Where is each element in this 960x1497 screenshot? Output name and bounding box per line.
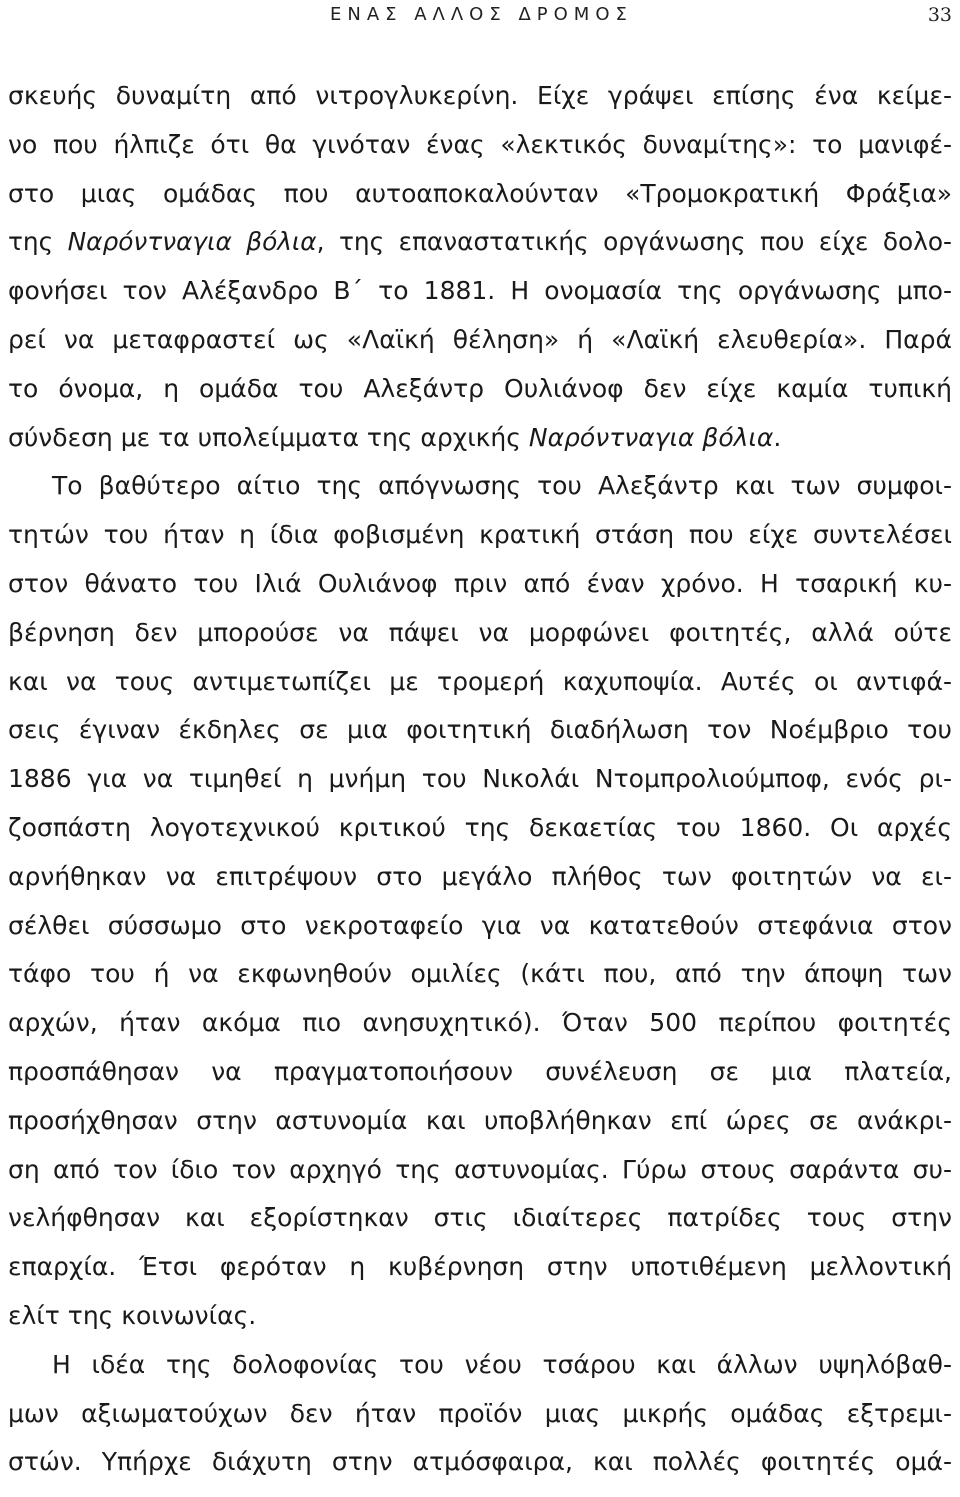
text-line — [8, 804, 952, 853]
text-line — [8, 1097, 952, 1146]
text-segment: . — [773, 422, 782, 452]
text-segment: και να τους αντιμετωπίζει με τρομερή καχυποψία. Αυτές οι αντιφά- — [8, 666, 952, 696]
text-segment: , της επαναστατικής οργάνωσης που είχε δολο- — [316, 227, 952, 257]
running-header — [0, 4, 960, 34]
italic-term: Ναρόντναγια βόλια — [528, 422, 774, 452]
text-line — [8, 1438, 952, 1487]
text-segment: προσπάθησαν να πραγματοποιήσουν συνέλευση σε μια πλατεία, — [8, 1056, 952, 1086]
text-segment: αρχών, ήταν ακόμα πιο ανησυχητικό). Όταν 500 περίπου φοιτητές — [8, 1008, 952, 1038]
page-number: 33 — [927, 4, 952, 26]
text-segment: σεις έγιναν έκδηλες σε μια φοιτητική διαδήλωση τον Νοέμβριο του — [8, 715, 952, 745]
text-line — [8, 609, 952, 658]
text-segment: προσήχθησαν στην αστυνομία και υποβλήθηκαν επί ώρες σε ανάκρι- — [8, 1105, 952, 1135]
text-line — [8, 316, 952, 365]
text-segment: ση από τον ίδιο τον αρχηγό της αστυνομίας. Γύρω στους σαράντα συ- — [8, 1154, 952, 1184]
text-line — [8, 658, 952, 707]
text-segment: μων αξιωματούχων δεν ήταν προϊόν μιας μικρής ομάδας εξτρεμι- — [8, 1398, 952, 1428]
text-line — [8, 1048, 952, 1097]
text-segment: Το βαθύτερο αίτιο της απόγνωσης του Αλεξάντρ και των συμφοι- — [52, 471, 952, 501]
text-line — [8, 121, 952, 170]
text-segment: επαρχία. Έτσι φερόταν η κυβέρνηση στην υποτιθέμενη μελλοντική — [8, 1252, 952, 1282]
text-segment: Η ιδέα της δολοφονίας του νέου τσάρου και άλλων υψηλόβαθ- — [52, 1349, 952, 1379]
text-segment: τητών του ήταν η ίδια φοβισμένη κρατική στάση που είχε συντελέσει — [8, 520, 952, 550]
text-line — [8, 511, 952, 560]
body-text — [8, 72, 952, 1487]
text-segment: σέλθει σύσσωμο στο νεκροταφείο για να κατατεθούν στεφάνια στον — [8, 910, 952, 940]
text-segment: στών. Υπήρχε διάχυτη στην ατμόσφαιρα, και πολλές φοιτητές ομά- — [8, 1447, 952, 1477]
text-segment: τάφο του ή να εκφωνηθούν ομιλίες (κάτι που, από την άποψη των — [8, 959, 952, 989]
text-segment: ρεί να μεταφραστεί ως «Λαϊκή θέληση» ή «Λαϊκή ελευθερία». Παρά — [8, 324, 952, 354]
text-segment: στο μιας ομάδας που αυτοαποκαλούνταν «Τρομοκρατική Φράξια» — [8, 178, 952, 208]
text-segment: ζοσπάστη λογοτεχνικού κριτικού της δεκαετίας του 1860. Οι αρχές — [8, 812, 952, 842]
italic-term: Ναρόντναγια βόλια — [67, 227, 317, 257]
text-segment: φονήσει τον Αλέξανδρο Β΄ το 1881. Η ονομασία της οργάνωσης μπο- — [8, 276, 952, 306]
text-line — [8, 999, 952, 1048]
text-line — [8, 560, 952, 609]
running-title: ΕΝΑΣ ΑΛΛΟΣ ΔΡΟΜΟΣ — [330, 4, 633, 25]
text-segment: στον θάνατο του Ιλιά Ουλιάνοφ πριν από έναν χρόνο. Η τσαρική κυ- — [8, 568, 952, 598]
text-segment: το όνομα, η ομάδα του Αλεξάντρ Ουλιάνοφ δεν είχε καμία τυπική — [8, 373, 952, 403]
text-segment: 1886 για να τιμηθεί η μνήμη του Νικολάι Ντομπρολιούμποφ, ενός ρι- — [8, 764, 952, 794]
text-line — [8, 1243, 952, 1292]
text-line — [8, 267, 952, 316]
text-line — [8, 1194, 952, 1243]
text-line — [8, 950, 952, 999]
text-segment: ελίτ της κοινωνίας. — [8, 1300, 257, 1330]
text-segment: νελήφθησαν και εξορίστηκαν στις ιδιαίτερες πατρίδες τους στην — [8, 1203, 952, 1233]
text-line — [8, 72, 952, 121]
text-line — [8, 170, 952, 219]
text-segment: σκευής δυναμίτη από νιτρογλυκερίνη. Είχε γράψει επίσης ένα κείμε- — [8, 81, 952, 110]
text-line — [8, 218, 952, 267]
text-segment: της — [8, 227, 68, 257]
text-line — [8, 755, 952, 804]
text-line — [8, 462, 952, 511]
text-segment: νο που ήλπιζε ότι θα γινόταν ένας «λεκτικός δυναμίτης»: το μανιφέ- — [8, 129, 952, 159]
text-line — [8, 414, 952, 463]
text-segment: βέρνηση δεν μπορούσε να πάψει να μορφώνει φοιτητές, αλλά ούτε — [8, 617, 952, 647]
text-segment: αρνήθηκαν να επιτρέψουν στο μεγάλο πλήθος των φοιτητών να ει- — [8, 861, 952, 891]
text-line — [8, 1390, 952, 1439]
text-line — [8, 365, 952, 414]
text-line — [8, 1341, 952, 1390]
text-segment: σύνδεση με τα υπολείμματα της αρχικής — [8, 422, 529, 452]
text-line — [8, 1292, 952, 1341]
text-line — [8, 902, 952, 951]
text-line — [8, 853, 952, 902]
text-line — [8, 706, 952, 755]
text-line — [8, 1146, 952, 1195]
